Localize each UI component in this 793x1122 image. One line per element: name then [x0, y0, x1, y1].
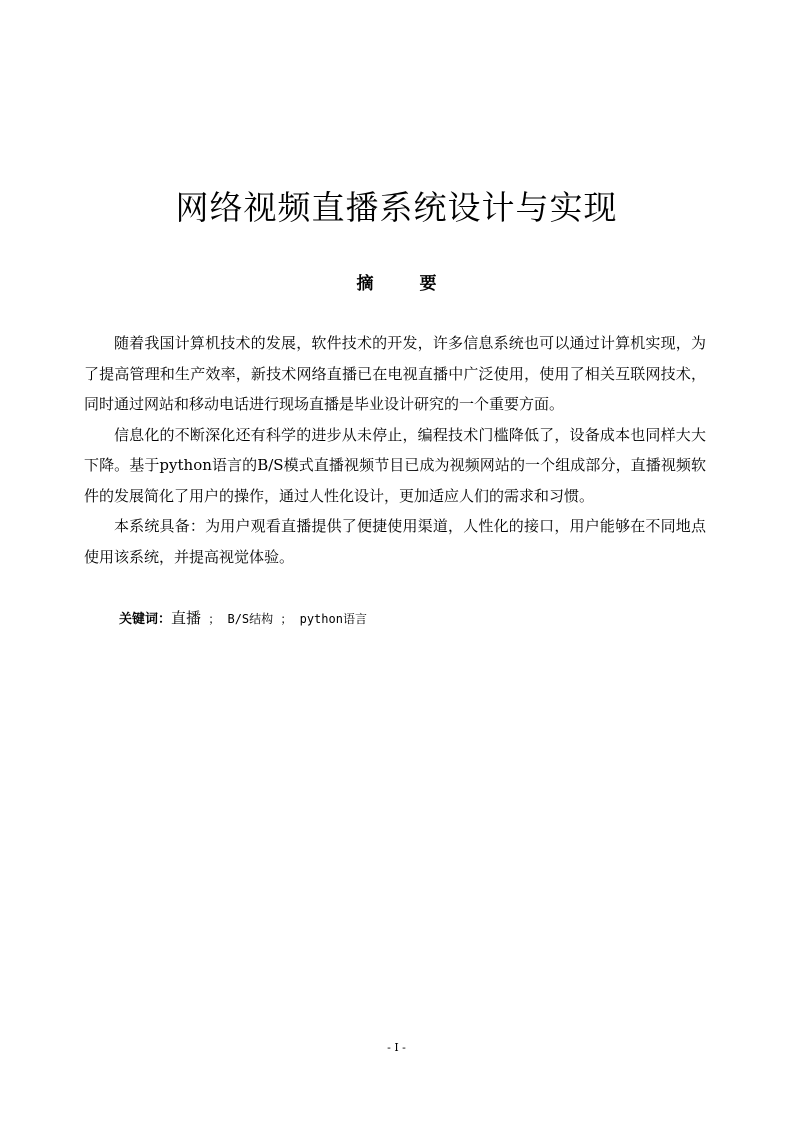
- abstract-body: [84, 328, 706, 572]
- abstract-paragraph-1: 随着我国计算机技术的发展，软件技术的开发，许多信息系统也可以通过计算机实现，为了提高管理和生产效率，新技术网络直播已在电视直播中广泛使用，使用了相关互联网技术，同时通过网站和移动电话进行现场直播是毕业设计研究的一个重要方面。: [84, 334, 706, 413]
- keyword-live: 直播: [171, 609, 202, 627]
- keywords-rest: ； B/S结构 ； python语言: [201, 612, 367, 626]
- abstract-paragraph-2: 信息化的不断深化还有科学的进步从未停止，编程技术门槛降低了，设备成本也同样大大下降。基于python语言的B/S模式直播视频节目已成为视频网站的一个组成部分，直播视频软件的发展简化了用户的操作，通过人性化设计，更加适应人们的需求和习惯。: [84, 425, 706, 505]
- abstract-heading: 摘 要: [356, 274, 457, 294]
- abstract-paragraph-3: 本系统具备：为用户观看直播提供了便捷使用渠道，人性化的接口，用户能够在不同地点使用该系统，并提高视觉体验。: [84, 517, 706, 566]
- document-title: 网络视频直播系统设计与实现: [175, 188, 618, 227]
- page-number: - I -: [387, 1041, 406, 1054]
- keywords-label: 关键词：: [119, 612, 172, 627]
- keywords-line: [119, 606, 367, 632]
